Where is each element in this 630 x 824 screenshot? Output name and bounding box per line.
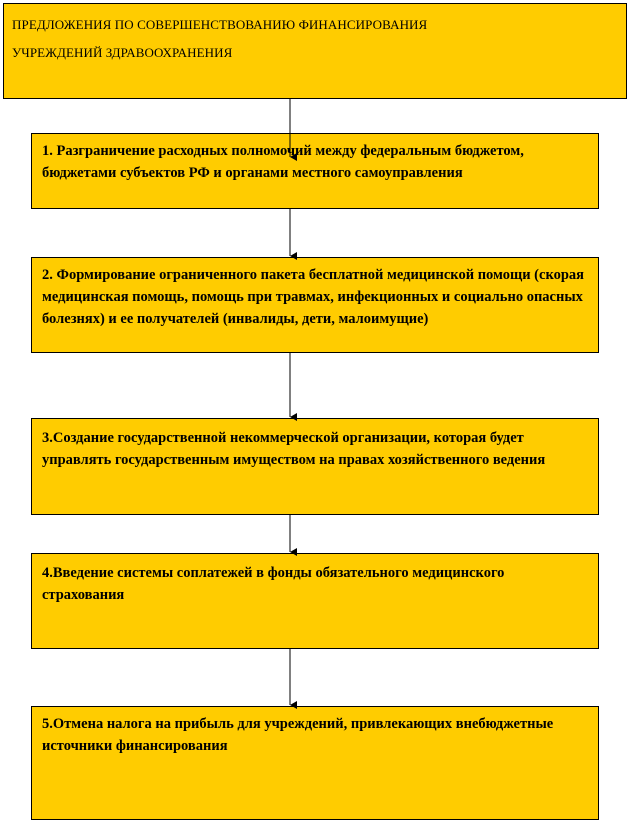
step-1-box — [31, 133, 599, 209]
step-5-box — [31, 706, 599, 820]
step-5-text: 5.Отмена налога на прибыль для учреждений, привлекающих внебюджетные источники финансирования — [42, 716, 554, 754]
step-4-box — [31, 553, 599, 649]
step-4-text: 4.Введение системы соплатежей в фонды обязательного медицинского страхования — [42, 565, 505, 603]
title-line-1: ПРЕДЛОЖЕНИЯ ПО СОВЕРШЕНСТВОВАНИЮ ФИНАНСИРОВАНИЯ — [12, 17, 428, 32]
step-3-box — [31, 418, 599, 515]
step-2-text: 2. Формирование ограниченного пакета бесплатной медицинской помощи (скорая медицинская помощь, помощь при травмах, инфекционных и социально опасных болезнях) и ее получателей (инвалиды, дети, малоимущие) — [42, 267, 585, 327]
title-line-2: УЧРЕЖДЕНИЙ ЗДРАВООХРАНЕНИЯ — [12, 45, 233, 60]
step-1-text: 1. Разграничение расходных полномочий между федеральным бюджетом, бюджетами субъектов РФ и органами местного самоуправления — [42, 143, 524, 181]
diagram-title-box — [3, 3, 627, 99]
step-3-text: 3.Создание государственной некоммерческой организации, которая будет управлять государственным имуществом на правах хозяйственного ведения — [42, 430, 546, 468]
step-2-box — [31, 257, 599, 353]
